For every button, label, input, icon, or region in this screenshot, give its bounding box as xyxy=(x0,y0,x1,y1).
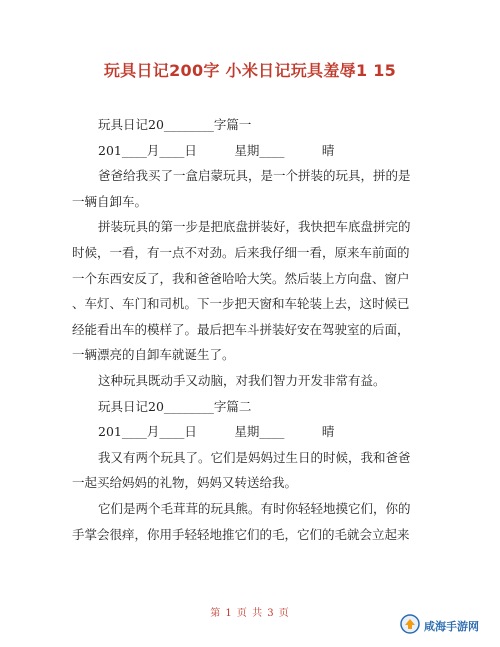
paragraph-line: 一个东西安反了，我和爸爸哈哈大笑。然后装上方向盘、窗户 xyxy=(72,270,410,286)
paragraph-line: 一辆自卸车。 xyxy=(72,193,148,209)
paragraph-line: 这种玩具既动手又动脑，对我们智力开发非常有益。 xyxy=(98,372,386,388)
page-footer: 第 1 页 共 3 页 xyxy=(210,608,290,619)
watermark xyxy=(396,613,492,639)
paragraph-line: 一起买给妈妈的礼物，妈妈又转送给我。 xyxy=(72,475,298,491)
paragraph-line: 、车灯、车门和司机。下一步把天窗和车轮装上去，这时候已 xyxy=(72,296,410,312)
paragraph-line: 一辆漂亮的自卸车就诞生了。 xyxy=(72,347,235,363)
date-line-1: 201____月____日 星期____ 晴 xyxy=(98,142,335,158)
watermark-text: 咸海手游网 xyxy=(424,620,479,633)
section-heading-2: 玩具日记20________字篇二 xyxy=(98,398,252,414)
paragraph-line: 经能看出车的模样了。最后把车斗拼装好安在驾驶室的后面， xyxy=(72,321,410,337)
paragraph-line: 它们是两个毛茸茸的玩具熊。有时你轻轻地摸它们，你的 xyxy=(98,500,411,516)
paragraph-line: 拼装玩具的第一步是把底盘拼装好，我快把车底盘拼完的 xyxy=(98,219,411,235)
paragraph-line: 手掌会很痒，你用手轻轻地推它们的毛，它们的毛就会立起来 xyxy=(72,526,410,542)
paragraph-line: 时候，一看，有一点不对劲。后来我仔细一看，原来车前面的 xyxy=(72,244,410,260)
logo-icon xyxy=(400,614,420,638)
section-heading-1: 玩具日记20________字篇一 xyxy=(98,117,252,132)
document-body xyxy=(72,112,428,547)
document-title: 玩具日记200字 小米日记玩具羞辱1 15 xyxy=(103,61,397,80)
paragraph-line: 爸爸给我买了一盒启蒙玩具，是一个拼装的玩具，拼的是 xyxy=(98,168,411,184)
date-line-2: 201____月____日 星期____ 晴 xyxy=(98,424,335,440)
paragraph-line: 我又有两个玩具了。它们是妈妈过生日的时候，我和爸爸 xyxy=(98,449,411,465)
